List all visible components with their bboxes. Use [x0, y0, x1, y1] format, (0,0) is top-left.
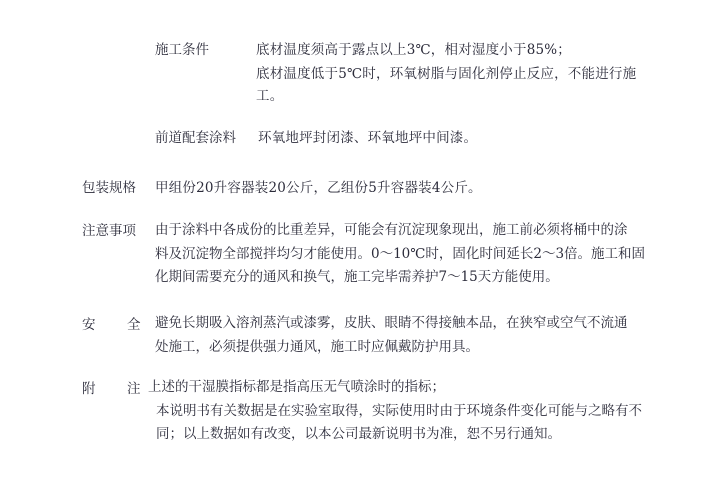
remark-line-2: 本说明书有关数据是在实验室取得，实际使用时由于环境条件变化可能与之略有不: [156, 402, 642, 419]
construction-line-3: 工。: [256, 88, 284, 104]
notes-paragraph: [155, 219, 645, 290]
remark-line-1: 上述的干湿膜指标都是指高压无气喷涂时的指标；: [148, 379, 445, 395]
construction-line-2: 底材温度低于5℃时，环氧树脂与固化剂停止反应，不能进行施: [256, 66, 637, 82]
packaging-label: 包装规格: [82, 180, 136, 196]
safety-label-char-1: 安: [82, 317, 96, 333]
safety-line-1: 避免长期吸入溶剂蒸汽或漆雾，皮肤、眼睛不得接触本品，在狭窄或空气不流通: [155, 315, 628, 331]
remark-line-3: 同；以上数据如有改变，以本公司最新说明书为准，恕不另行通知。: [156, 426, 561, 442]
remark-label-char-2: 注: [127, 381, 141, 397]
notes-line-1: 由于涂料中各成份的比重差异，可能会有沉淀现象现出，施工前必须将桶中的涂: [155, 222, 628, 238]
notes-label: 注意事项: [82, 223, 136, 239]
remark-label-char-1: 附: [82, 381, 96, 397]
construction-label: 施工条件: [155, 42, 209, 58]
safety-line-2: 处施工，必须提供强力通风，施工时应佩戴防护用具。: [155, 338, 479, 355]
notes-line-3: 化期间需要充分的通风和换气，施工完毕需养护7～15天方能使用。: [155, 269, 559, 285]
construction-line-1: 底材温度须高于露点以上3℃，相对湿度小于85%；: [256, 42, 571, 58]
notes-line-2: 料及沉淀物全部搅拌均匀才能使用。0～10℃时，固化时间延长2～3倍。施工和固: [155, 245, 646, 262]
coating-label: 前道配套涂料: [155, 130, 236, 146]
safety-label-char-2: 全: [127, 317, 141, 333]
remark-paragraph: [148, 376, 642, 447]
safety-paragraph: [155, 312, 628, 359]
packaging-text: 甲组份20升容器装20公斤，乙组份5升容器装4公斤。: [155, 180, 482, 196]
coating-text: 环氧地坪封闭漆、环氧地坪中间漆。: [258, 130, 478, 146]
